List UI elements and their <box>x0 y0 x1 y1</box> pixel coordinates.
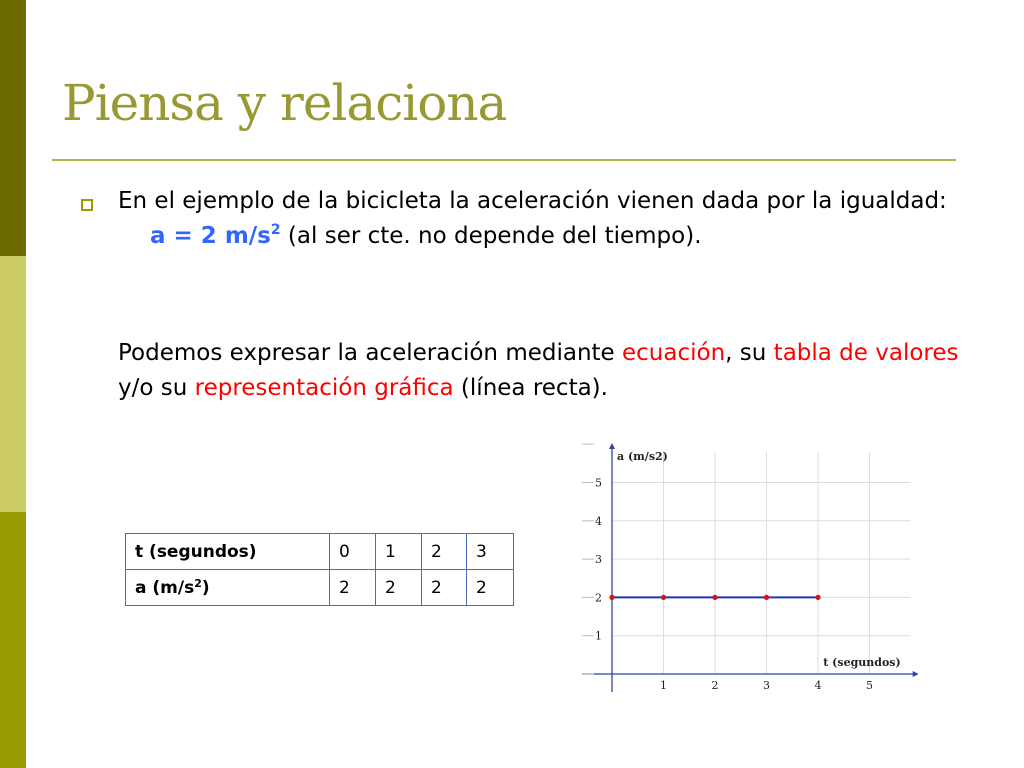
highlight-ecuacion: ecuación <box>622 340 726 366</box>
table-cell: 2 <box>376 570 422 606</box>
x-tick-label: 1 <box>660 679 667 692</box>
y-tick-label: 1 <box>595 629 602 643</box>
data-point <box>661 595 666 600</box>
x-tick-label: 3 <box>763 679 770 692</box>
table-cell: 2 <box>330 570 376 606</box>
x-tick-label: 4 <box>814 679 822 692</box>
paragraph1-text: En el ejemplo de la bicicleta la aceleración vienen dada por la igualdad: <box>118 188 947 214</box>
slide-title: Piensa y relaciona <box>62 74 507 132</box>
y-axis-arrow-icon <box>609 443 615 449</box>
decorative-band-top <box>0 0 26 256</box>
values-table <box>125 533 514 606</box>
table-cell: 2 <box>422 534 467 570</box>
table-header-time: t (segundos) <box>126 534 330 570</box>
data-point <box>815 595 820 600</box>
acceleration-formula: a = 2 $m/s^2$ <box>150 222 281 249</box>
x-tick-label: 5 <box>866 679 873 692</box>
decorative-band-middle <box>0 256 26 512</box>
y-tick-label: 2 <box>595 591 602 605</box>
decorative-band-bottom <box>0 512 26 768</box>
table-row-time <box>126 534 514 570</box>
acceleration-time-chart <box>578 440 918 700</box>
y-axis-label: a (m/s2) <box>617 450 668 463</box>
table-cell: 2 <box>422 570 467 606</box>
title-underline <box>52 159 956 161</box>
table-cell: 0 <box>330 534 376 570</box>
table-cell: 3 <box>467 534 514 570</box>
x-tick-label: 2 <box>711 679 719 692</box>
data-point <box>764 595 769 600</box>
y-tick-label: 3 <box>595 553 602 567</box>
data-point <box>609 595 614 600</box>
square-bullet-icon <box>81 199 93 211</box>
y-tick-label: 4 <box>595 514 602 528</box>
table-cell: 1 <box>376 534 422 570</box>
table-header-acceleration: a $(m/s^2)$ <box>126 570 330 606</box>
y-tick-label: 5 <box>595 476 602 490</box>
x-axis-label: t (segundos) <box>823 656 901 669</box>
table-cell: 2 <box>467 570 514 606</box>
table-row-acceleration <box>126 570 514 606</box>
highlight-grafica: representación gráfica <box>194 375 454 401</box>
paragraph1-note: (al ser cte. no depende del tiempo). <box>280 223 702 249</box>
paragraph-acceleration <box>118 184 978 254</box>
paragraph-representations: Podemos expresar la aceleración mediante ecuación, su tabla de valores y/o su representación gráfica (línea recta). <box>118 340 959 401</box>
data-point <box>712 595 717 600</box>
x-axis-arrow-icon <box>913 671 918 677</box>
highlight-tabla: tabla de valores <box>773 340 959 366</box>
